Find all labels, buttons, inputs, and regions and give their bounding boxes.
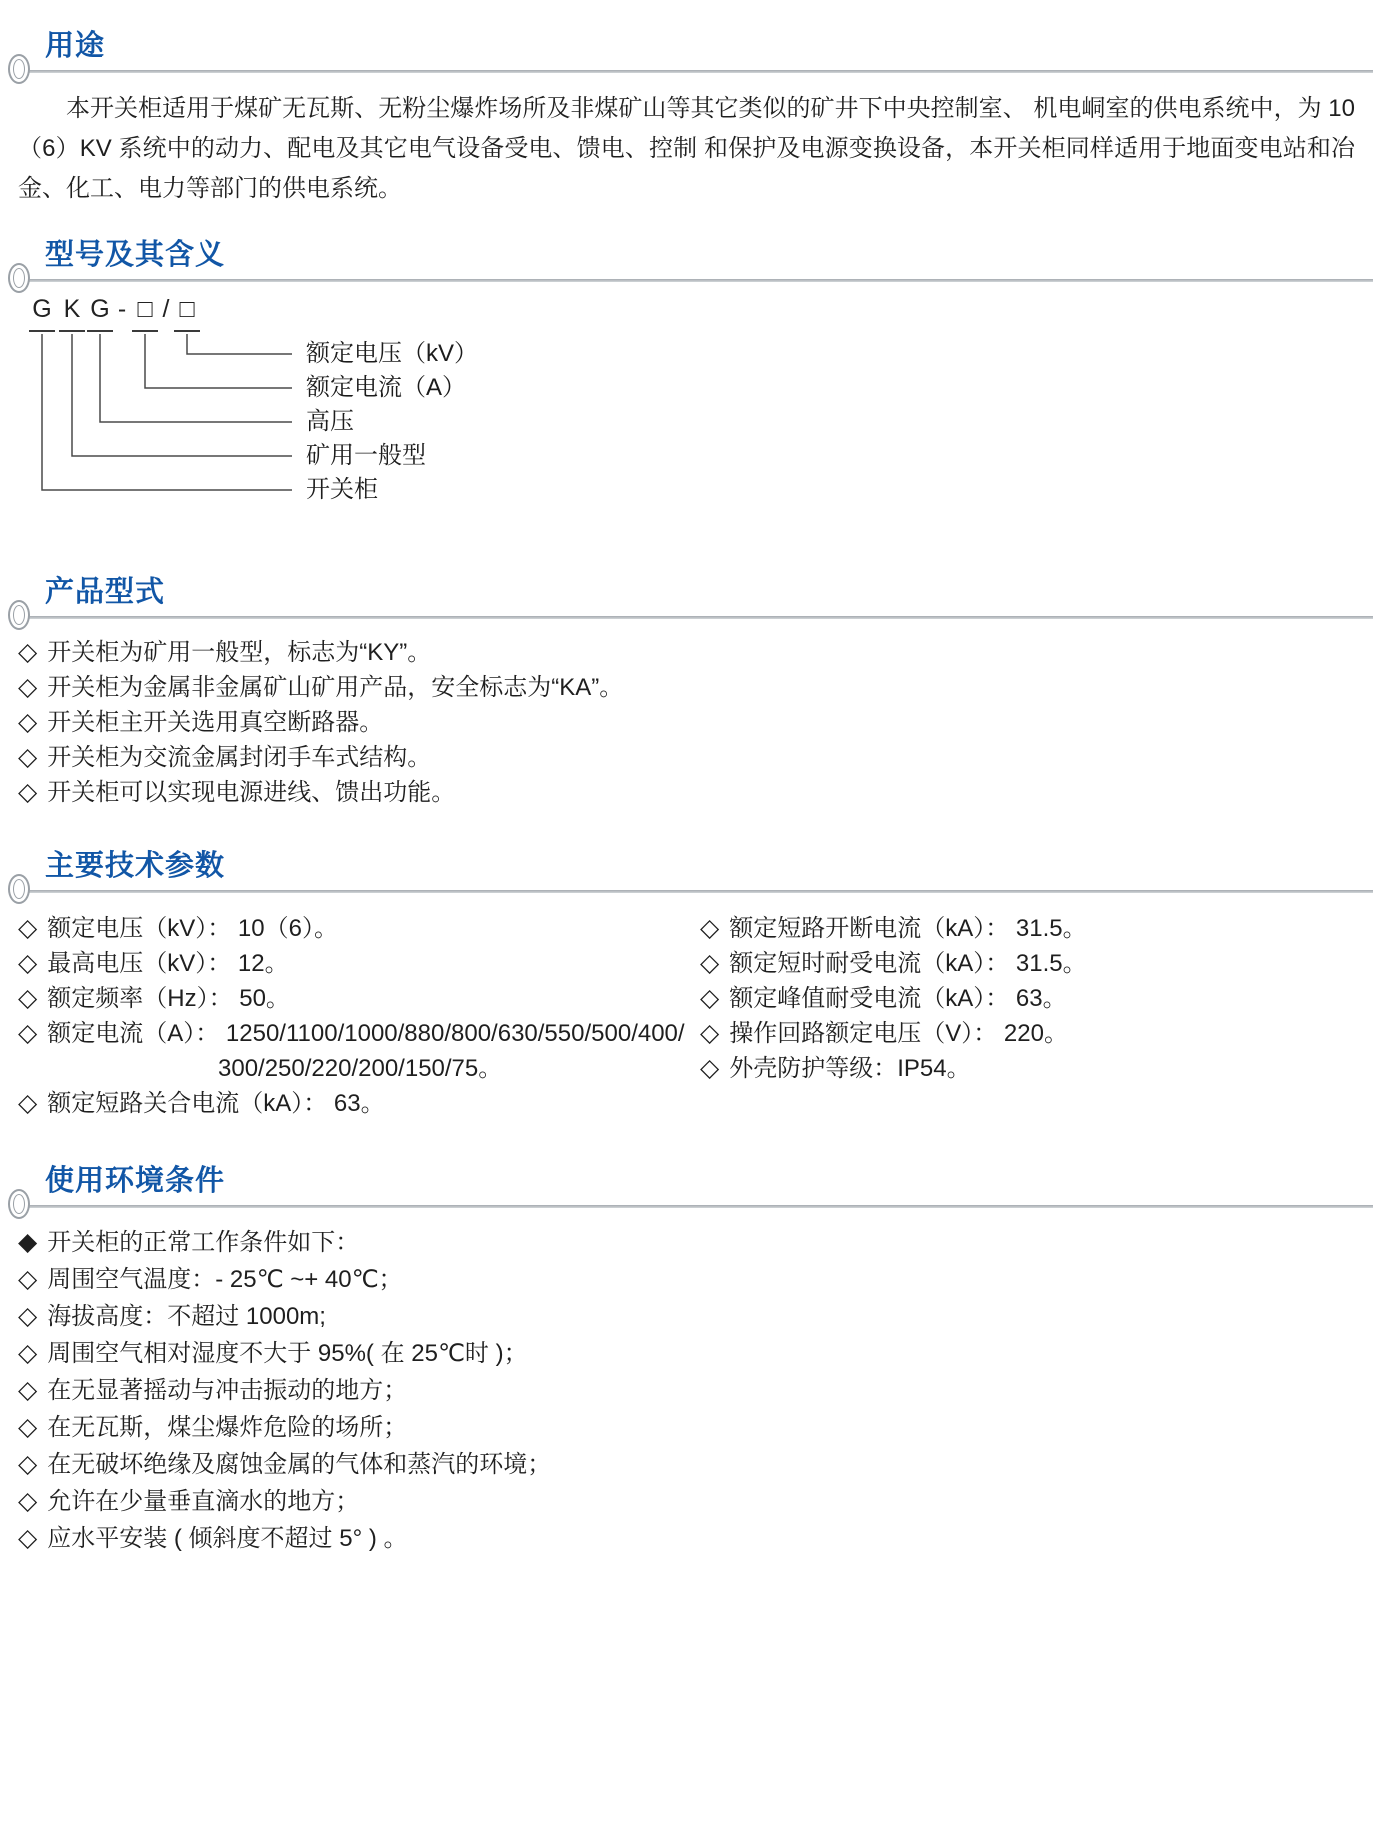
diamond-bullet-icon: ◇: [700, 984, 720, 1012]
diamond-bullet-icon: ◇: [18, 638, 38, 666]
section-divider: [22, 616, 1373, 619]
list-item-text: 海拔高度：不超过 1000m;: [47, 1303, 326, 1330]
filled-diamond-bullet-icon: ◆: [18, 1228, 38, 1256]
list-item: [18, 775, 1355, 810]
list-item: [18, 670, 1355, 705]
list-item: [18, 1298, 1355, 1335]
list-item: [18, 1446, 1355, 1483]
list-item-text: 周围空气温度：- 25℃ ~+ 40℃；: [47, 1266, 403, 1293]
diagram-label: 高压: [306, 408, 354, 435]
model-char: /: [162, 295, 170, 323]
param-text-continuation: 300/250/220/200/150/75。: [218, 1055, 503, 1082]
section-divider: [22, 1205, 1373, 1208]
diamond-bullet-icon: ◇: [18, 1413, 38, 1441]
param-text: 操作回路额定电压（V）： 220。: [729, 1020, 1068, 1047]
section-title-usage: 用途: [45, 30, 106, 62]
tech-params-right-column: [700, 911, 1355, 1121]
diagram-label: 矿用一般型: [306, 442, 426, 469]
diamond-bullet-icon: ◇: [18, 743, 38, 771]
param-item: [18, 1016, 700, 1086]
diamond-bullet-icon: ◇: [18, 778, 38, 806]
model-char: G: [87, 294, 113, 332]
list-item-text: 开关柜可以实现电源进线、馈出功能。: [47, 779, 456, 806]
diamond-bullet-icon: ◇: [18, 1487, 38, 1515]
section-environment: [0, 1165, 1373, 1557]
product-type-list: [18, 635, 1355, 810]
list-item: [18, 1335, 1355, 1372]
list-item-text: 周围空气相对湿度不大于 95%( 在 25℃时 )；: [47, 1340, 528, 1367]
diagram-label: 额定电压（kV）: [306, 340, 479, 367]
model-char: K: [59, 294, 85, 332]
section-usage: [0, 0, 1373, 209]
list-item-text: 开关柜为交流金属封闭手车式结构。: [47, 744, 432, 771]
diamond-bullet-icon: ◇: [18, 673, 38, 701]
diamond-bullet-icon: ◇: [700, 949, 720, 977]
diamond-bullet-icon: ◇: [18, 1302, 38, 1330]
ring-ornament-icon: [8, 874, 30, 904]
section-header-tech-params: [0, 850, 1373, 893]
param-item: [700, 911, 1355, 946]
diamond-bullet-icon: ◇: [18, 708, 38, 736]
param-text: 额定频率（Hz）： 50。: [47, 985, 290, 1012]
param-item: [700, 1051, 1355, 1086]
section-model: [0, 239, 1373, 512]
list-item-text: 在无显著摇动与冲击振动的地方；: [47, 1377, 408, 1404]
section-title-environment: 使用环境条件: [45, 1165, 226, 1197]
list-item: [18, 740, 1355, 775]
list-item: [18, 1261, 1355, 1298]
param-item: [18, 946, 700, 981]
param-item: [18, 911, 700, 946]
section-product-type: [0, 576, 1373, 810]
diagram-label: 开关柜: [306, 476, 378, 503]
param-item: [18, 981, 700, 1016]
model-char: □: [174, 294, 200, 332]
section-title-product-type: 产品型式: [45, 576, 166, 608]
section-header-product-type: [0, 576, 1373, 619]
list-item-text: 开关柜为金属非金属矿山矿用产品，安全标志为“KA”。: [47, 674, 624, 701]
list-item-text: 应水平安装 ( 倾斜度不超过 5° ) 。: [47, 1525, 408, 1552]
section-title-tech-params: 主要技术参数: [45, 850, 226, 882]
section-header-environment: [0, 1165, 1373, 1208]
list-item: [18, 1520, 1355, 1557]
section-header-model: [0, 239, 1373, 282]
diamond-bullet-icon: ◇: [18, 1524, 38, 1552]
param-text: 额定短时耐受电流（kA）： 31.5。: [729, 950, 1087, 977]
section-title-model: 型号及其含义: [45, 239, 226, 271]
list-item-text: 开关柜为矿用一般型，标志为“KY”。: [47, 639, 432, 666]
param-text: 外壳防护等级：IP54。: [729, 1055, 971, 1082]
section-divider: [22, 279, 1373, 282]
ring-ornament-icon: [8, 54, 30, 84]
param-item: [18, 1086, 700, 1121]
param-item: [700, 981, 1355, 1016]
param-text: 额定电流（A）： 1250/1100/1000/880/800/630/550/500/400/: [47, 1020, 685, 1047]
list-item-text: 在无瓦斯，煤尘爆炸危险的场所；: [47, 1414, 408, 1441]
diamond-bullet-icon: ◇: [18, 1089, 38, 1117]
list-item: [18, 1409, 1355, 1446]
diamond-bullet-icon: ◇: [700, 1054, 720, 1082]
model-char: -: [117, 295, 127, 323]
diagram-label: 额定电流（A）: [306, 374, 467, 401]
param-text: 额定短路关合电流（kA）： 63。: [47, 1090, 385, 1117]
param-text: 额定短路开断电流（kA）： 31.5。: [729, 915, 1087, 942]
list-item-text: 开关柜的正常工作条件如下：: [47, 1229, 360, 1256]
diagram-connector-lines: [0, 294, 300, 512]
list-item: [18, 1483, 1355, 1520]
environment-list: [18, 1224, 1355, 1557]
diamond-bullet-icon: ◇: [18, 1019, 38, 1047]
diamond-bullet-icon: ◇: [18, 984, 38, 1012]
diamond-bullet-icon: ◇: [18, 1265, 38, 1293]
list-item: [18, 635, 1355, 670]
model-char: G: [29, 294, 55, 332]
tech-params-columns: [18, 911, 1355, 1121]
list-item-text: 在无破坏绝缘及腐蚀金属的气体和蒸汽的环境；: [47, 1451, 552, 1478]
list-item: [18, 1372, 1355, 1409]
usage-paragraph: 本开关柜适用于煤矿无瓦斯、无粉尘爆炸场所及非煤矿山等其它类似的矿井下中央控制室、 机电峒室的供电系统中，为 10（6）KV 系统中的动力、配电及其它电气设备受电、馈电、控制 和保护及电源变换设备，本开关柜同样适用于地面变电站和冶金、化工、电力等部门的供电系统。: [18, 95, 1355, 202]
tech-params-left-column: [18, 911, 700, 1121]
param-text: 额定电压（kV）： 10（6）。: [47, 915, 338, 942]
model-designation-diagram: [0, 294, 1373, 512]
diamond-bullet-icon: ◇: [18, 914, 38, 942]
model-char: □: [132, 294, 158, 332]
param-text: 最高电压（kV）： 12。: [47, 950, 289, 977]
diamond-bullet-icon: ◇: [18, 1339, 38, 1367]
ring-ornament-icon: [8, 263, 30, 293]
diamond-bullet-icon: ◇: [700, 914, 720, 942]
ring-ornament-icon: [8, 1189, 30, 1219]
diamond-bullet-icon: ◇: [18, 1450, 38, 1478]
list-item: [18, 1224, 1355, 1261]
list-item-text: 允许在少量垂直滴水的地方；: [47, 1488, 360, 1515]
ring-ornament-icon: [8, 600, 30, 630]
param-item: [700, 1016, 1355, 1051]
section-divider: [22, 890, 1373, 893]
list-item: [18, 705, 1355, 740]
section-header-usage: [0, 0, 1373, 73]
param-item: [700, 946, 1355, 981]
section-tech-params: [0, 850, 1373, 1121]
section-divider: [22, 70, 1373, 73]
diamond-bullet-icon: ◇: [18, 949, 38, 977]
diamond-bullet-icon: ◇: [700, 1019, 720, 1047]
param-text: 额定峰值耐受电流（kA）： 63。: [729, 985, 1067, 1012]
diamond-bullet-icon: ◇: [18, 1376, 38, 1404]
list-item-text: 开关柜主开关选用真空断路器。: [47, 709, 384, 736]
